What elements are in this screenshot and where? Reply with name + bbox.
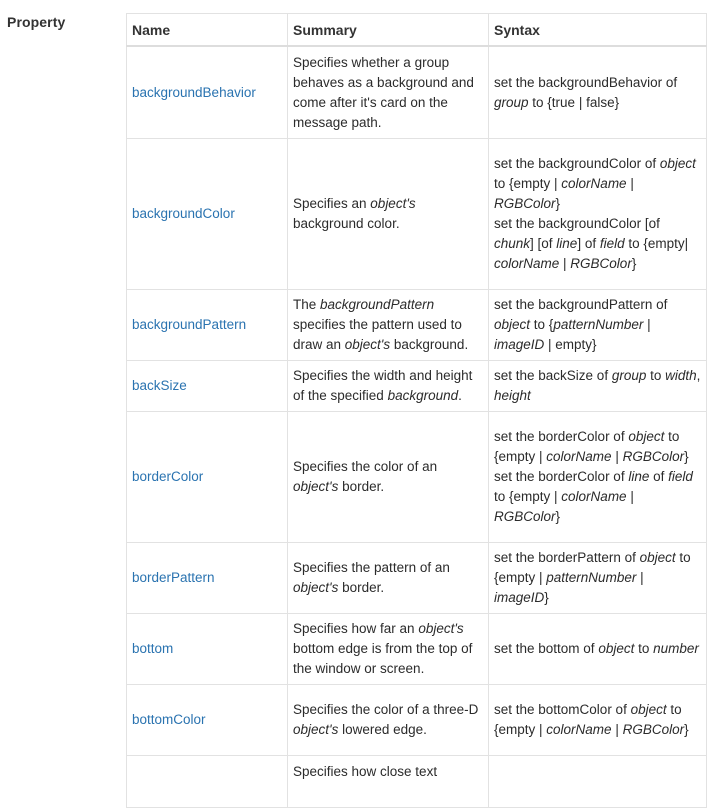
property-summary bbox=[288, 139, 489, 290]
syntax-text: set the bottomColor of bbox=[494, 701, 631, 717]
syntax-text: field bbox=[599, 235, 625, 251]
property-table bbox=[126, 13, 707, 808]
syntax-text: field bbox=[668, 468, 693, 484]
syntax-text: set the borderColor of bbox=[494, 468, 629, 484]
syntax-text: set the borderColor of bbox=[494, 428, 629, 444]
syntax-text: | bbox=[636, 569, 644, 585]
syntax-text: to {true | false} bbox=[528, 95, 620, 110]
syntax-text: set the backgroundColor of bbox=[494, 155, 660, 171]
syntax-text: to {empty | bbox=[494, 428, 680, 464]
summary-text: Specifies the color of an bbox=[293, 458, 438, 474]
syntax-text: patternNumber bbox=[546, 569, 637, 585]
syntax-text: } bbox=[631, 255, 637, 271]
table-row bbox=[127, 290, 707, 361]
syntax-text: object bbox=[639, 549, 676, 565]
property-name-link[interactable]: borderPattern bbox=[127, 543, 288, 614]
property-syntax bbox=[489, 361, 707, 412]
syntax-text: colorName bbox=[546, 721, 612, 737]
property-syntax bbox=[489, 139, 707, 290]
property-syntax bbox=[489, 412, 707, 543]
syntax-text: ] of bbox=[577, 235, 600, 251]
syntax-text: | bbox=[559, 255, 571, 271]
syntax-text: } bbox=[684, 448, 689, 464]
property-summary bbox=[288, 756, 489, 808]
syntax-text: } bbox=[544, 589, 549, 605]
property-summary bbox=[288, 46, 489, 139]
syntax-text: imageID bbox=[494, 336, 545, 352]
table-row bbox=[127, 685, 707, 756]
property-summary bbox=[288, 614, 489, 685]
syntax-text: to { bbox=[530, 316, 554, 332]
syntax-text: object bbox=[628, 428, 665, 444]
summary-text: Specifies whether a group behaves as a background and come after it's card on the message path. bbox=[293, 55, 474, 130]
summary-text: object's bbox=[293, 579, 339, 595]
summary-text: Specifies an bbox=[293, 195, 371, 211]
syntax-text: RGBColor bbox=[622, 721, 685, 737]
syntax-text: to bbox=[646, 367, 666, 383]
syntax-text: } bbox=[555, 508, 561, 524]
table-row bbox=[127, 756, 707, 808]
column-header-summary: Summary bbox=[288, 14, 489, 47]
syntax-text: group bbox=[494, 95, 529, 110]
summary-text: border. bbox=[338, 579, 385, 595]
syntax-text: colorName bbox=[561, 175, 627, 191]
summary-text: object's bbox=[370, 195, 416, 211]
syntax-text: object bbox=[494, 316, 531, 332]
summary-text: object's bbox=[344, 336, 391, 352]
syntax-text: RGBColor bbox=[494, 195, 556, 211]
summary-text: border. bbox=[338, 478, 385, 494]
syntax-text: colorName bbox=[494, 255, 560, 271]
property-name-link[interactable]: backgroundPattern bbox=[127, 290, 288, 361]
summary-text: Specifies how far an bbox=[293, 620, 419, 636]
summary-text: background. bbox=[390, 336, 469, 352]
syntax-text: | bbox=[626, 488, 634, 504]
property-syntax bbox=[489, 685, 707, 756]
section-label-property: Property bbox=[7, 14, 66, 30]
syntax-text: } bbox=[555, 195, 561, 211]
syntax-text: line bbox=[556, 235, 578, 251]
summary-text: lowered edge. bbox=[338, 721, 427, 737]
property-name-link[interactable]: backgroundBehavior bbox=[127, 46, 288, 139]
syntax-text: set the backgroundBehavior of bbox=[494, 75, 678, 90]
syntax-text: to {empty| bbox=[624, 235, 689, 251]
syntax-text: | bbox=[643, 316, 651, 332]
property-syntax bbox=[489, 614, 707, 685]
property-summary bbox=[288, 361, 489, 412]
property-summary bbox=[288, 412, 489, 543]
property-name-link[interactable]: bottom bbox=[127, 614, 288, 685]
summary-text: object's bbox=[418, 620, 464, 636]
syntax-text: object bbox=[598, 640, 635, 656]
syntax-text: to {empty | bbox=[494, 701, 682, 737]
summary-text: Specifies the pattern of an bbox=[293, 559, 450, 575]
summary-text: Specifies the color of a three-D bbox=[293, 701, 479, 717]
table-row bbox=[127, 139, 707, 290]
summary-text: object's bbox=[293, 478, 339, 494]
syntax-text: | bbox=[626, 175, 634, 191]
property-summary bbox=[288, 543, 489, 614]
syntax-text: colorName bbox=[561, 488, 627, 504]
syntax-text: set the bottom of bbox=[494, 640, 599, 656]
syntax-text: chunk bbox=[494, 235, 531, 251]
syntax-text: to bbox=[634, 640, 654, 656]
property-name-link[interactable]: backSize bbox=[127, 361, 288, 412]
syntax-text: group bbox=[611, 367, 647, 383]
summary-text: specifies the pattern used to draw an bbox=[293, 316, 462, 352]
summary-text: object's bbox=[293, 721, 339, 737]
syntax-text: colorName bbox=[546, 448, 612, 464]
syntax-text: | empty} bbox=[544, 336, 597, 352]
table-header-row bbox=[127, 14, 707, 47]
property-table-container bbox=[126, 13, 706, 808]
syntax-text: height bbox=[494, 387, 531, 403]
summary-text: Specifies the width and height of the specified bbox=[293, 367, 473, 403]
syntax-text: RGBColor bbox=[570, 255, 632, 271]
syntax-text: number bbox=[653, 640, 699, 656]
syntax-text: line bbox=[628, 468, 650, 484]
syntax-text: width bbox=[665, 367, 697, 383]
syntax-text: set the borderPattern of bbox=[494, 549, 640, 565]
syntax-text: } bbox=[684, 721, 689, 737]
syntax-text: set the backgroundColor [of bbox=[494, 215, 660, 231]
property-name-link[interactable]: backgroundColor bbox=[127, 139, 288, 290]
property-syntax bbox=[489, 290, 707, 361]
property-summary bbox=[288, 685, 489, 756]
column-header-name: Name bbox=[127, 14, 288, 47]
syntax-text: to {empty | bbox=[494, 549, 691, 585]
summary-text: bottom edge is from the top of the window or screen. bbox=[293, 640, 473, 676]
property-name-link bbox=[127, 756, 288, 808]
property-summary bbox=[288, 290, 489, 361]
summary-text: . bbox=[458, 387, 462, 403]
syntax-text: object bbox=[659, 155, 696, 171]
table-row bbox=[127, 412, 707, 543]
syntax-text: object bbox=[630, 701, 667, 717]
summary-text: Specifies how close text bbox=[293, 764, 438, 779]
syntax-text: RGBColor bbox=[494, 508, 556, 524]
table-row bbox=[127, 614, 707, 685]
summary-text: background color. bbox=[293, 215, 400, 231]
syntax-text: | bbox=[611, 448, 623, 464]
syntax-text: RGBColor bbox=[622, 448, 685, 464]
syntax-text: patternNumber bbox=[553, 316, 644, 332]
syntax-text: , bbox=[696, 367, 701, 383]
property-syntax bbox=[489, 46, 707, 139]
summary-text: background bbox=[387, 387, 459, 403]
syntax-text: set the backgroundPattern of bbox=[494, 296, 668, 312]
property-name-link[interactable]: borderColor bbox=[127, 412, 288, 543]
syntax-text: of bbox=[649, 468, 669, 484]
syntax-text: ] [of bbox=[530, 235, 557, 251]
syntax-text: | bbox=[611, 721, 623, 737]
summary-text: The bbox=[293, 296, 321, 312]
property-syntax bbox=[489, 543, 707, 614]
syntax-text: to {empty | bbox=[494, 175, 562, 191]
column-header-syntax: Syntax bbox=[489, 14, 707, 47]
syntax-text: set the backSize of bbox=[494, 367, 612, 383]
syntax-text: imageID bbox=[494, 589, 545, 605]
table-row bbox=[127, 361, 707, 412]
table-row bbox=[127, 46, 707, 139]
property-syntax bbox=[489, 756, 707, 808]
syntax-text: to {empty | bbox=[494, 488, 562, 504]
property-name-link[interactable]: bottomColor bbox=[127, 685, 288, 756]
table-row bbox=[127, 543, 707, 614]
summary-text: backgroundPattern bbox=[320, 296, 435, 312]
